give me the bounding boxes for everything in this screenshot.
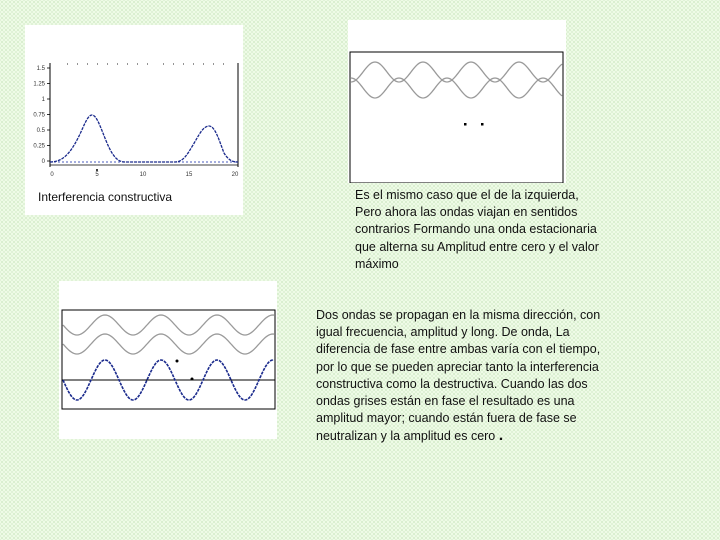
traveling-wave-gray-2 — [63, 334, 274, 354]
traveling-waves-frame — [62, 310, 275, 409]
y-tick-label: 0.25 — [33, 143, 45, 150]
standing-wave-marker — [481, 123, 484, 126]
y-tick-label: 1.25 — [33, 81, 45, 88]
y-tick-label: 0 — [41, 159, 45, 165]
standing-wave-gray-1 — [351, 62, 562, 82]
x-tick-label: 20 — [231, 172, 239, 178]
traveling-wave-gray-1 — [63, 315, 274, 335]
standing-wave-marker — [464, 123, 467, 126]
propagation-description — [316, 307, 676, 446]
standing-wave-plot — [348, 20, 566, 183]
standing-wave-gray-2 — [351, 78, 562, 98]
marker-dot — [96, 169, 98, 171]
constructive-interference-figure — [25, 25, 243, 215]
x-tick-label: 15 — [185, 172, 193, 178]
y-tick-label: 1 — [41, 97, 45, 103]
traveling-waves-figure — [59, 281, 277, 439]
standing-wave-description: Es el mismo caso que el de la izquierda, Pero ahora las ondas viajan en sentidos contrarios Formando una onda estacionaria que alterna su Amplitud entre cero y el valor máximo — [355, 188, 599, 271]
standing-wave-figure — [348, 20, 566, 183]
final-period: . — [498, 427, 504, 445]
x-tick-label: 5 — [95, 172, 99, 178]
x-tick-label: 10 — [139, 172, 147, 178]
x-tick-label: 0 — [50, 172, 54, 178]
propagation-description-text: Dos ondas se propagan en la misma dirección, con igual frecuencia, amplitud y long. De onda, La diferencia de fase entre ambas varía con el tiempo, por lo que se pueden apreciar tanto la interferencia constructiva como la destructiva. Cuando las dos ondas grises están en fase el resultado es una amplitud mayor; cuando están fuera de fase se neutralizan y la amplitud es cero — [316, 308, 601, 444]
traveling-wave-marker — [191, 378, 194, 381]
y-tick-label: 0.75 — [33, 112, 45, 119]
y-tick-label: 0.5 — [36, 128, 45, 134]
constructive-wave-curve — [50, 115, 238, 162]
constructive-plot — [25, 25, 243, 215]
y-tick-label: 1.5 — [36, 66, 45, 72]
constructive-caption: Interferencia constructiva — [38, 190, 173, 204]
traveling-wave-marker — [176, 360, 179, 363]
traveling-waves-plot — [59, 281, 277, 439]
